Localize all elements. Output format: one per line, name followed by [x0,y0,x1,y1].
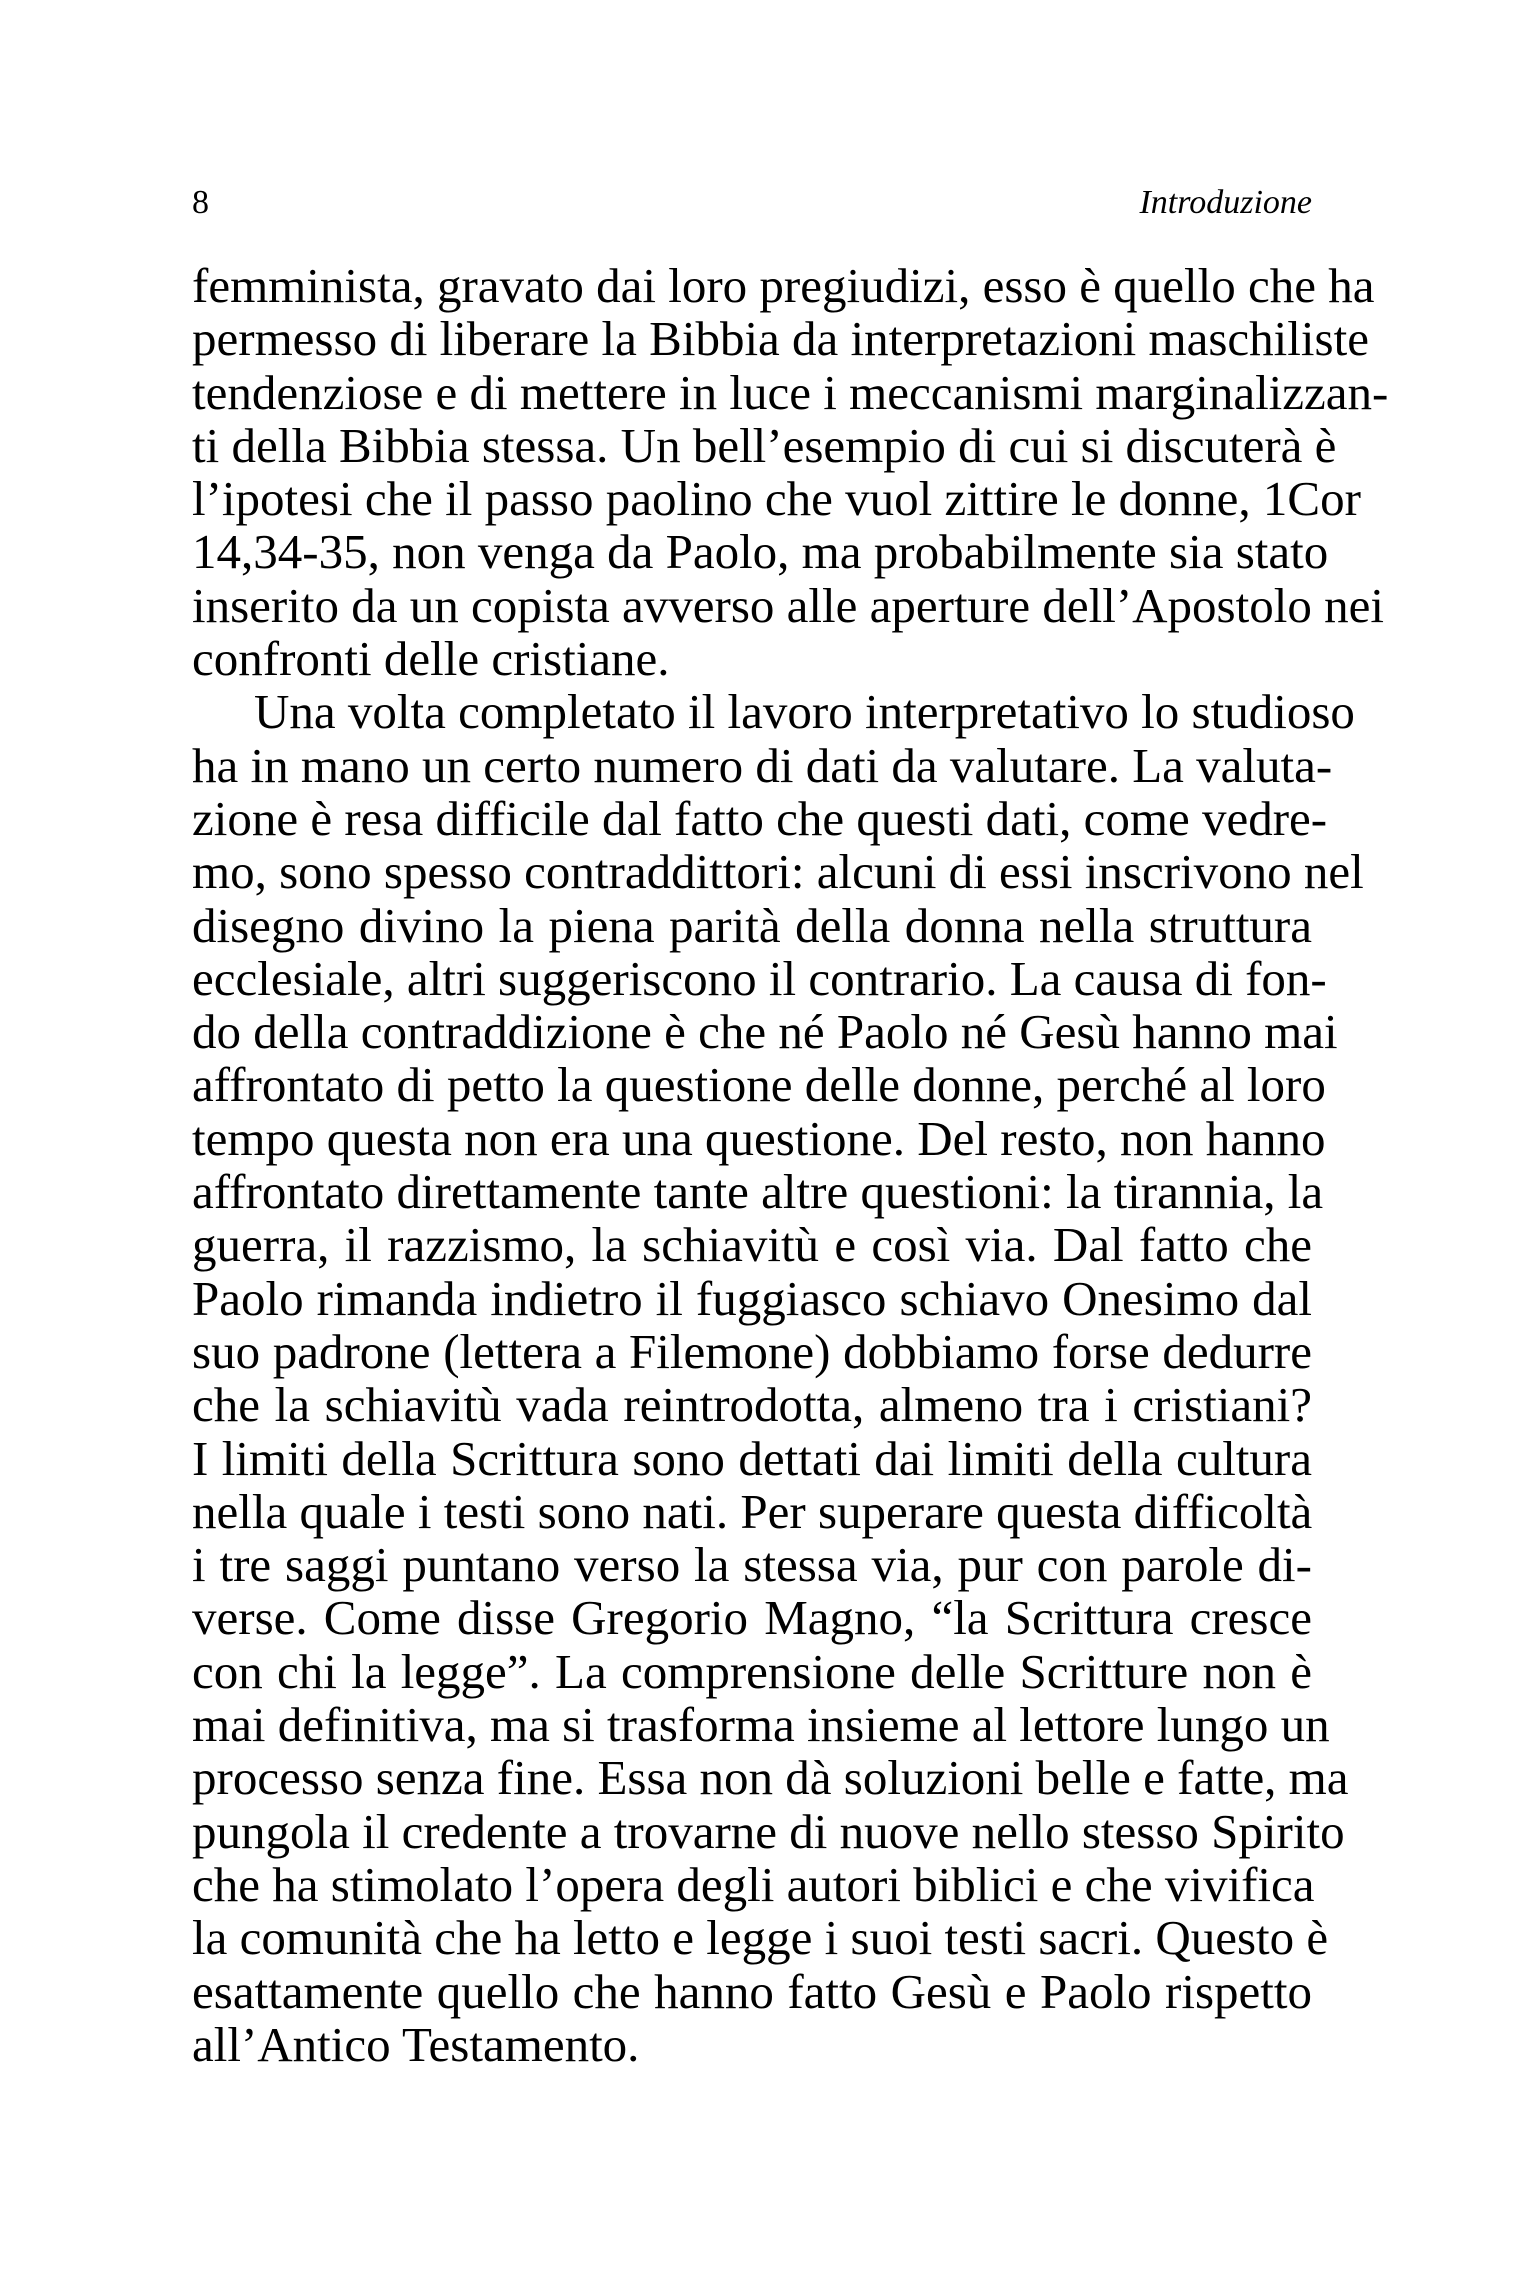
text-line: inserito da un copista avverso alle aperture dell’Apostolo nei [192,577,1384,633]
text-line: zione è resa difficile dal fatto che questi dati, come vedre- [192,790,1328,846]
text-line: Paolo rimanda indietro il fuggiasco schiavo Onesimo dal [192,1270,1312,1326]
running-head [192,178,1312,228]
text-line: affrontato di petto la questione delle donne, perché al loro [192,1057,1326,1113]
text-line: pungola il credente a trovarne di nuove nello stesso Spirito [192,1803,1345,1859]
page-number: 8 [192,184,209,221]
text-line: mai definitiva, ma si trasforma insieme al lettore lungo un [192,1697,1330,1753]
text-line: esattamente quello che hanno fatto Gesù e Paolo rispetto [192,1963,1312,2019]
text-line: confronti delle cristiane. [192,631,670,687]
text-line: Una volta completato il lavoro interpretativo lo studioso [254,684,1355,740]
text-line: 14,34-35, non venga da Paolo, ma probabilmente sia stato [192,524,1329,580]
paragraph [192,684,1364,2072]
text-line: con chi la legge”. La comprensione delle Scritture non è [192,1643,1312,1699]
text-line: ecclesiale, altri suggeriscono il contrario. La causa di fon- [192,950,1327,1006]
text-line: affrontato direttamente tante altre questioni: la tirannia, la [192,1164,1324,1220]
text-line: processo senza fine. Essa non dà soluzioni belle e fatte, ma [192,1750,1349,1806]
text-line: femminista, gravato dai loro pregiudizi, esso è quello che ha [192,258,1375,313]
text-line: verse. Come disse Gregorio Magno, “la Scrittura cresce [192,1590,1312,1646]
text-line: I limiti della Scrittura sono dettati dai limiti della cultura [192,1430,1312,1486]
text-line: l’ipotesi che il passo paolino che vuol zittire le donne, 1Cor [192,471,1361,527]
text-line: do della contraddizione è che né Paolo né Gesù hanno mai [192,1004,1338,1060]
text-line: suo padrone (lettera a Filemone) dobbiamo forse dedurre [192,1323,1312,1379]
text-line: che ha stimolato l’opera degli autori biblici e che vivifica [192,1856,1315,1912]
text-line: ha in mano un certo numero di dati da valutare. La valuta- [192,737,1333,793]
text-line: all’Antico Testamento. [192,2016,640,2072]
text-line: nella quale i testi sono nati. Per superare questa difficoltà [192,1483,1313,1539]
text-line: i tre saggi puntano verso la stessa via, pur con parole di- [192,1537,1312,1593]
text-line: tendenziose e di mettere in luce i meccanismi marginalizzan- [192,364,1389,420]
body-text [192,258,1389,2072]
text-line: che la schiavitù vada reintrodotta, almeno tra i cristiani? [192,1377,1312,1433]
paragraph [192,258,1389,687]
text-line: permesso di liberare la Bibbia da interpretazioni maschiliste [192,311,1369,367]
text-line: ti della Bibbia stessa. Un bell’esempio di cui si discuterà è [192,417,1337,473]
text-line: tempo questa non era una questione. Del resto, non hanno [192,1110,1326,1166]
text-line: mo, sono spesso contraddittori: alcuni di essi inscrivono nel [192,844,1364,900]
text-line: disegno divino la piena parità della donna nella struttura [192,897,1312,953]
text-line: guerra, il razzismo, la schiavitù e così via. Dal fatto che [192,1217,1312,1273]
text-line: la comunità che ha letto e legge i suoi testi sacri. Questo è [192,1910,1329,1966]
section-title: Introduzione [1139,184,1312,221]
